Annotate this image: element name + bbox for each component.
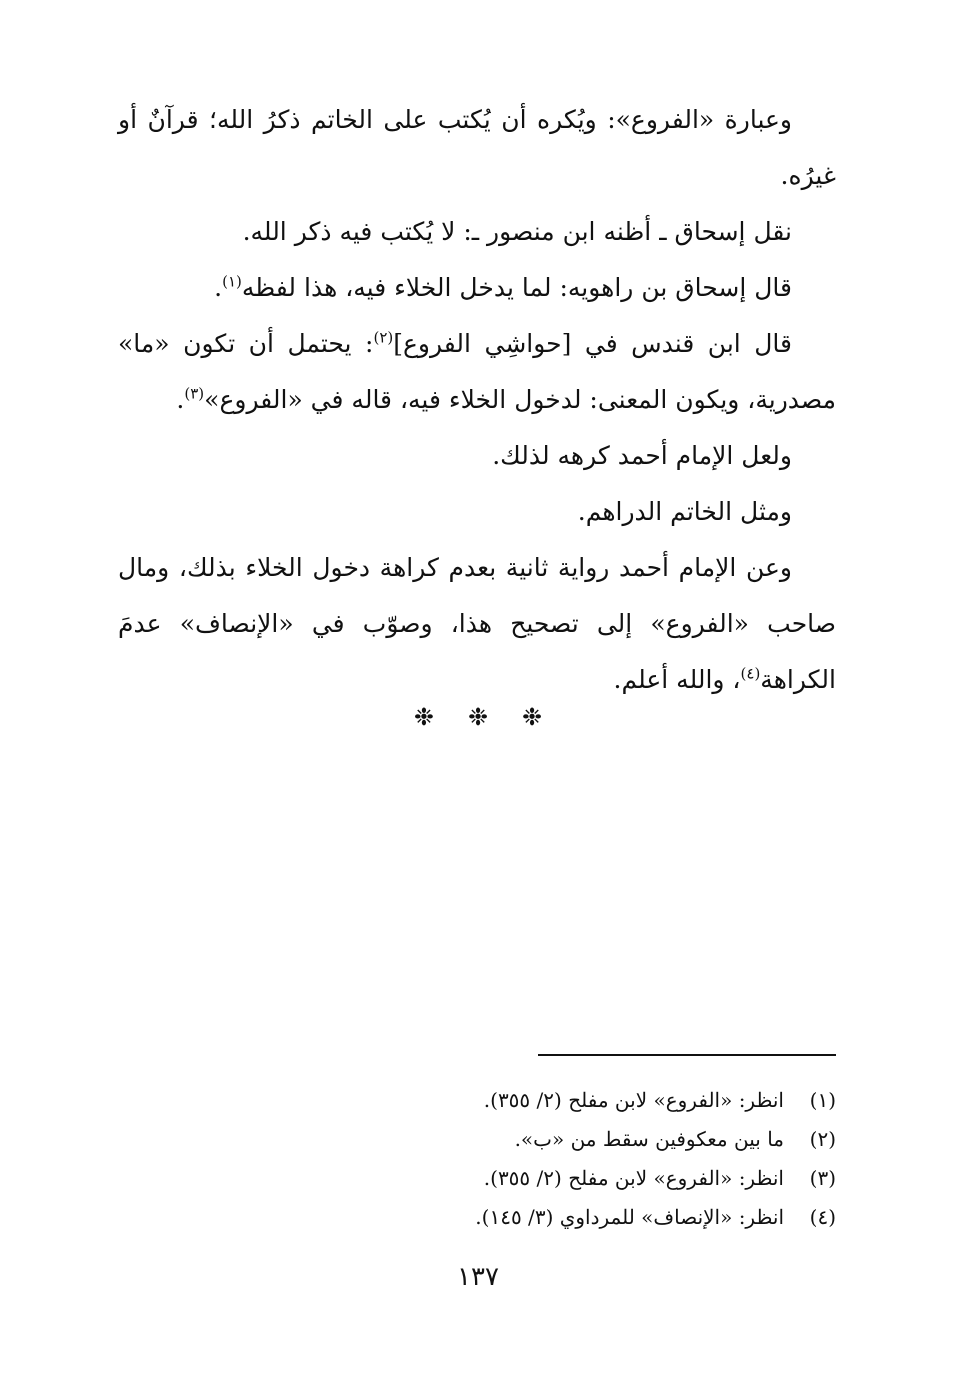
footnote-1 [276, 1081, 836, 1120]
separator-star-icon: ❉ [467, 703, 489, 731]
paragraph-7-end: ، والله أعلم. [613, 665, 741, 694]
footnote-divider [538, 1054, 836, 1056]
footnote-number: (١) [809, 1088, 836, 1112]
footnotes [276, 1081, 836, 1237]
footnote-number: (٣) [809, 1166, 836, 1190]
footnote-text: انظر: «الإنصاف» للمرداوي (٣/ ١٤٥). [475, 1205, 784, 1229]
footnote-text: ما بين معكوفين سقط من «ب». [514, 1127, 784, 1151]
paragraph-4-text-a: قال ابن قندس في [حواشِي الفروع] [393, 329, 792, 358]
section-separator [0, 703, 956, 731]
paragraph-4-text-b: : يحتمل أن تكون «ما» مصدرية، ويكون المعنى: لدخول الخلاء فيه، قاله في «الفروع» [118, 329, 836, 414]
paragraph-6 [118, 484, 836, 540]
footnote-text: انظر: «الفروع» لابن مفلح (٢/ ٣٥٥). [483, 1166, 784, 1190]
paragraph-5-text: ولعل الإمام أحمد كرهه لذلك. [492, 441, 792, 470]
page-number: ١٣٧ [457, 1262, 499, 1292]
footnote-number: (٤) [809, 1205, 836, 1229]
paragraph-6-text: ومثل الخاتم الدراهم. [577, 497, 792, 526]
separator-star-icon: ❉ [413, 703, 434, 731]
paragraph-3 [118, 260, 836, 316]
footnote-text: انظر: «الفروع» لابن مفلح (٢/ ٣٥٥). [483, 1088, 784, 1112]
separator-star-icon: ❉ [522, 703, 543, 731]
paragraph-4-end: . [176, 385, 185, 414]
footnote-ref-3[interactable]: (٣) [184, 384, 205, 403]
footnote-3 [276, 1159, 836, 1198]
paragraph-7 [118, 540, 836, 708]
footnote-ref-2[interactable]: (٢) [373, 328, 394, 347]
paragraph-7-text: وعن الإمام أحمد رواية ثانية بعدم كراهة دخول الخلاء بذلك، ومال صاحب «الفروع» إلى تصحيح هذا، وصوّب في «الإنصاف» عدمَ الكراهة [118, 553, 836, 694]
paragraph-5 [118, 428, 836, 484]
paragraph-4 [118, 316, 836, 428]
paragraph-2 [118, 204, 836, 260]
paragraph-3-end: . [214, 273, 223, 302]
main-text [118, 92, 836, 708]
footnote-4 [276, 1198, 836, 1237]
paragraph-1 [118, 92, 836, 204]
paragraph-3-text: قال إسحاق بن راهويه: لما يدخل الخلاء فيه، هذا لفظه [241, 273, 792, 302]
footnote-ref-4[interactable]: (٤) [740, 664, 761, 683]
footnote-2 [276, 1120, 836, 1159]
footnote-ref-1[interactable]: (١) [222, 272, 242, 291]
paragraph-1-text: وعبارة «الفروع»: ويُكره أن يُكتب على الخاتم ذكرُ الله؛ قرآنٌ أو غيرُه. [118, 105, 836, 190]
paragraph-2-text: نقل إسحاق ـ أظنه ابن منصور ـ: لا يُكتب فيه ذكر الله. [242, 217, 792, 246]
footnote-number: (٢) [809, 1127, 836, 1151]
